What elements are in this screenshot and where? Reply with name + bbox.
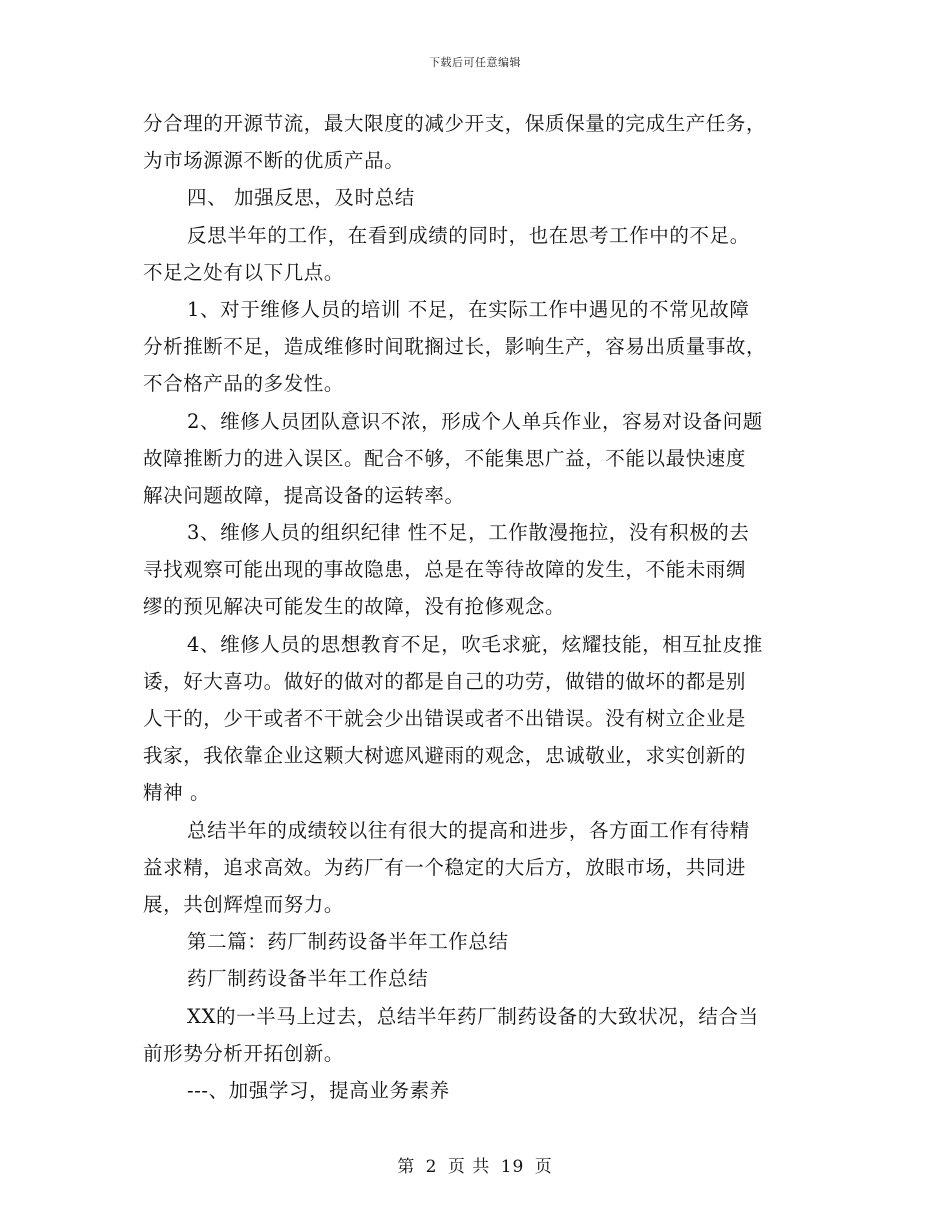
text-line: ---、加强学习，提高业务素养 xyxy=(187,1078,450,1102)
text-line: 前形势分析开拓创新。 xyxy=(143,1041,345,1065)
text-line: 2、维修人员团队意识不浓，形成个人单兵作业，容易对设备问题 xyxy=(187,409,763,433)
text-line: 分合理的开源节流，最大限度的减少开支，保质保量的完成生产任务， xyxy=(143,112,767,135)
text-line: 四、 加强反思，及时总结 xyxy=(187,186,415,210)
page-footer xyxy=(0,1152,950,1177)
text-line: 3、维修人员的组织纪律 性不足，工作散漫拖拉，没有积极的去 xyxy=(187,521,750,545)
text-line: 药厂制药设备半年工作总结 xyxy=(187,967,429,991)
text-line: 故障推断力的进入误区。配合不够，不能集思广益，不能以最快速度 xyxy=(143,446,747,470)
text-line: XX的一半马上过去，总结半年药厂制药设备的大致状况，结合当 xyxy=(187,1004,759,1028)
page-header: 下载后可任意编辑 xyxy=(429,56,521,69)
text-line: 我家，我依靠企业这颗大树遮风避雨的观念，忠诚敬业，求实创新的 xyxy=(143,744,747,768)
text-line: 缪的预见解决可能发生的故障，没有抢修观念。 xyxy=(143,595,566,619)
text-line: 益求精，追求高效。为药厂有一个稳定的大后方，放眼市场，共同进 xyxy=(143,855,747,879)
footer-prefix: 第 xyxy=(397,1157,416,1177)
text-line: 诿，好大喜功。做好的做对的都是自己的功劳，做错的做坏的都是别 xyxy=(143,669,747,693)
footer-middle: 页 共 xyxy=(447,1157,491,1177)
text-line: 不合格产品的多发性。 xyxy=(143,372,345,396)
text-line: 反思半年的工作，在看到成绩的同时，也在思考工作中的不足。 xyxy=(187,223,750,247)
text-line: 4、维修人员的思想教育不足，吹毛求疵，炫耀技能，相互扯皮推 xyxy=(187,632,763,656)
text-line: 解决问题故障，提高设备的运转率。 xyxy=(143,483,465,507)
text-line: 分析推断不足，造成维修时间耽搁过长，影响生产，容易出质量事故， xyxy=(143,335,767,359)
document-body xyxy=(143,105,813,1109)
text-line: 精神 。 xyxy=(143,781,211,805)
text-line: 1、对于维修人员的培训 不足，在实际工作中遇见的不常见故障 xyxy=(187,297,750,321)
text-line: 为市场源源不断的优质产品。 xyxy=(143,149,405,173)
text-line: 人干的，少干或者不干就会少出错误或者不出错误。没有树立企业是 xyxy=(143,707,747,730)
text-line: 寻找观察可能出现的事故隐患，总是在等待故障的发生，不能未雨绸 xyxy=(143,558,747,582)
footer-total-pages: 19 xyxy=(500,1157,525,1177)
text-line: 不足之处有以下几点。 xyxy=(143,260,345,284)
footer-page-number: 2 xyxy=(425,1157,438,1177)
text-line: 第二篇：药厂制药设备半年工作总结 xyxy=(187,930,509,954)
footer-suffix: 页 xyxy=(534,1157,553,1177)
text-line: 展，共创辉煌而努力。 xyxy=(143,892,345,916)
text-line: 总结半年的成绩较以往有很大的提高和进步，各方面工作有待精 xyxy=(187,818,750,842)
